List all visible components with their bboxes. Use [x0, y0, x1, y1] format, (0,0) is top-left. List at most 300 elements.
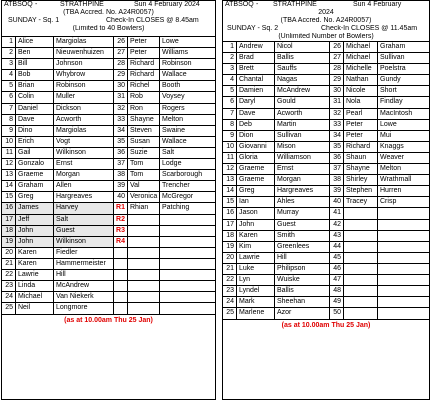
- first-name: Pearl: [344, 109, 378, 119]
- last-name: Hill: [54, 270, 114, 280]
- first-name: Dino: [16, 126, 54, 136]
- last-name: [160, 281, 215, 291]
- entry-number: 7: [2, 104, 16, 114]
- first-name: Michael: [16, 292, 54, 302]
- first-name: Karen: [237, 231, 275, 241]
- last-name: Ahles: [275, 197, 330, 207]
- last-name: [378, 242, 429, 252]
- entry-row: [223, 175, 429, 186]
- first-name: [128, 292, 160, 302]
- last-name: Knaggs: [380, 142, 404, 150]
- entry-row: [223, 97, 429, 108]
- entry-number: 40: [330, 197, 344, 207]
- entry-number: 26: [330, 42, 344, 52]
- first-name: Bill: [16, 59, 54, 69]
- entry-row: [2, 159, 215, 170]
- entry-number: 24: [223, 297, 237, 307]
- entry-number: 8: [2, 115, 16, 125]
- first-name: Graeme: [237, 175, 275, 185]
- first-name: Peter: [344, 120, 378, 130]
- last-name: Rogers: [162, 104, 185, 112]
- entry-number: 1: [223, 42, 237, 52]
- first-name: Gloria: [237, 153, 275, 163]
- first-name: Peter: [128, 37, 160, 47]
- entry-number: 30: [114, 81, 128, 91]
- last-name: [160, 270, 215, 280]
- first-name: Gail: [16, 148, 54, 158]
- entry-row: [223, 142, 429, 153]
- entry-number: 3: [223, 64, 237, 74]
- first-name: Michelle: [344, 64, 378, 74]
- last-name: Wilkinson: [54, 237, 114, 247]
- last-name: Patching: [162, 204, 190, 212]
- entry-number: [114, 303, 128, 314]
- entry-row: [2, 137, 215, 148]
- last-name: Poelstra: [380, 65, 406, 73]
- last-name: Sullivan: [275, 131, 330, 141]
- last-name: Nicol: [275, 42, 330, 52]
- first-name: Steven: [128, 126, 160, 136]
- entry-number: 48: [330, 286, 344, 296]
- entry-number: 49: [330, 297, 344, 307]
- venue-name: STRATHPINE: [273, 1, 317, 8]
- entry-row: [223, 186, 429, 197]
- sheet-squad-1: [1, 0, 216, 400]
- sheet-header: [223, 1, 429, 9]
- entry-number: 39: [330, 186, 344, 196]
- first-name: [344, 308, 378, 319]
- first-name: Lawrie: [16, 270, 54, 280]
- last-name: Margiolas: [54, 37, 114, 47]
- entry-number: 15: [2, 192, 16, 202]
- last-name: Hammermeister: [54, 259, 114, 269]
- entry-number: 2: [223, 53, 237, 63]
- last-name: Graham: [380, 43, 406, 50]
- last-name: Greenlees: [275, 242, 330, 252]
- first-name: Brett: [237, 64, 275, 74]
- entry-row: [223, 153, 429, 164]
- last-name: [378, 308, 429, 319]
- last-name: Sheehan: [275, 297, 330, 307]
- entry-number: 37: [330, 164, 344, 174]
- entry-number: 10: [2, 137, 16, 147]
- last-name: [378, 220, 429, 230]
- last-name: Philipson: [275, 264, 330, 274]
- last-name: Mui: [380, 131, 392, 139]
- first-name: Rob: [128, 92, 160, 102]
- first-name: Graeme: [237, 164, 275, 174]
- entry-number: 19: [223, 242, 237, 252]
- first-name: Erich: [16, 137, 54, 147]
- entry-row: [2, 48, 215, 59]
- first-name: Lyndel: [237, 286, 275, 296]
- last-name: Muller: [54, 92, 114, 102]
- last-name: Gould: [275, 97, 330, 107]
- entry-number: 43: [330, 231, 344, 241]
- last-name: Williamson: [275, 153, 330, 163]
- first-name: Ian: [237, 197, 275, 207]
- first-name: Lawrie: [237, 253, 275, 263]
- first-name: Peter: [128, 48, 160, 58]
- entry-row: [2, 237, 215, 248]
- entry-table: [223, 41, 429, 319]
- entry-number: 17: [2, 215, 16, 225]
- last-name: Wrathmall: [380, 176, 412, 184]
- entry-number: 44: [330, 242, 344, 252]
- last-name: Nagas: [275, 75, 330, 85]
- last-name: Johnson: [54, 59, 114, 69]
- first-name: [344, 253, 378, 263]
- entry-number: 29: [330, 75, 344, 85]
- entry-row: [223, 64, 429, 75]
- last-name: Acworth: [54, 115, 114, 125]
- first-name: Richard: [128, 70, 160, 80]
- entry-number: 5: [2, 81, 16, 91]
- bowler-limit: (Unlimited Number of Bowlers): [278, 33, 374, 40]
- last-name: Fiedler: [54, 248, 114, 258]
- first-name: Ron: [128, 104, 160, 114]
- last-name: [160, 237, 215, 247]
- last-name: [378, 286, 429, 296]
- entry-number: 31: [114, 92, 128, 102]
- entry-row: [2, 59, 215, 70]
- first-name: Shaun: [344, 153, 378, 163]
- first-name: Kim: [237, 242, 275, 252]
- entry-table: [2, 36, 215, 314]
- venue-name: STRATHPINE: [60, 1, 104, 8]
- last-name: Van Niekerk: [54, 292, 114, 302]
- entry-number: 15: [223, 197, 237, 207]
- entry-number: 39: [114, 181, 128, 191]
- last-name: Guest: [54, 226, 114, 236]
- entry-row: [223, 164, 429, 175]
- last-name: Melton: [380, 165, 402, 173]
- entry-row: [2, 192, 215, 203]
- first-name: [128, 281, 160, 291]
- last-name: [160, 292, 215, 302]
- last-name: [160, 303, 215, 314]
- first-name: Chantal: [237, 75, 275, 85]
- entry-number: 25: [223, 308, 237, 319]
- entry-number: R4: [114, 237, 128, 247]
- last-name: Wallace: [162, 137, 187, 145]
- last-name: [378, 208, 429, 218]
- entry-number: 21: [2, 259, 16, 269]
- first-name: Bob: [16, 70, 54, 80]
- entry-number: 4: [2, 70, 16, 80]
- entry-row: [2, 126, 215, 137]
- entry-number: 11: [223, 153, 237, 163]
- entry-number: 20: [2, 248, 16, 258]
- footer-note: (as at 10.00am Thu 25 Jan): [223, 319, 429, 332]
- first-name: Suzie: [128, 148, 160, 158]
- event-date: Sun 4 February 2024: [134, 1, 200, 8]
- entry-number: [114, 259, 128, 269]
- last-name: Mison: [275, 142, 330, 152]
- last-name: McGregor: [162, 193, 194, 201]
- last-name: Longmore: [54, 303, 114, 314]
- last-name: Harvey: [54, 203, 114, 213]
- first-name: Michael: [344, 42, 378, 52]
- first-name: Dave: [16, 115, 54, 125]
- entry-number: 26: [114, 37, 128, 47]
- entry-row: [2, 92, 215, 103]
- last-name: Crisp: [380, 198, 397, 206]
- last-name: Weaver: [380, 153, 404, 161]
- entry-number: 23: [223, 286, 237, 296]
- entry-number: 22: [2, 270, 16, 280]
- last-name: Morgan: [54, 170, 114, 180]
- accreditation: (TBA Accred. No. A24R0057): [280, 17, 372, 24]
- first-name: Graeme: [16, 170, 54, 180]
- entry-row: [223, 208, 429, 219]
- first-name: Daryl: [237, 97, 275, 107]
- entry-row: [223, 53, 429, 64]
- last-name: Robinson: [162, 60, 192, 68]
- first-name: [128, 226, 160, 236]
- last-name: [378, 297, 429, 307]
- entry-number: 7: [223, 109, 237, 119]
- first-name: Michael: [344, 53, 378, 63]
- entry-row: [223, 109, 429, 120]
- entry-row: [223, 231, 429, 242]
- entry-number: 23: [2, 281, 16, 291]
- last-name: MacIntosh: [380, 109, 413, 117]
- entry-number: 45: [330, 253, 344, 263]
- entry-number: 31: [330, 97, 344, 107]
- entry-number: [114, 248, 128, 258]
- entry-number: 35: [114, 137, 128, 147]
- last-name: Ballis: [275, 286, 330, 296]
- entry-number: 37: [114, 159, 128, 169]
- entry-number: 33: [330, 120, 344, 130]
- first-name: John: [16, 226, 54, 236]
- last-name: Lodge: [162, 160, 182, 168]
- first-name: Stephen: [344, 186, 378, 196]
- sheet-squad-2: [222, 0, 430, 400]
- entry-number: 13: [223, 175, 237, 185]
- entry-row: [2, 70, 215, 81]
- first-name: James: [16, 203, 54, 213]
- first-name: Nola: [344, 97, 378, 107]
- entry-number: R1: [114, 203, 128, 213]
- entry-row: [223, 297, 429, 308]
- entry-number: 36: [114, 148, 128, 158]
- entry-number: 18: [223, 231, 237, 241]
- last-name: Robinson: [54, 81, 114, 91]
- last-name: Hargreaves: [54, 192, 114, 202]
- first-name: Dave: [237, 109, 275, 119]
- entry-number: 34: [330, 131, 344, 141]
- entry-number: 12: [223, 164, 237, 174]
- entry-number: 32: [114, 104, 128, 114]
- first-name: Colin: [16, 92, 54, 102]
- last-name: [378, 253, 429, 263]
- first-name: Ben: [16, 48, 54, 58]
- checkin-time: Check-In CLOSES @ 8.45am: [106, 17, 199, 24]
- first-name: Nathan: [344, 75, 378, 85]
- entry-number: 38: [330, 175, 344, 185]
- first-name: Peter: [344, 131, 378, 141]
- entry-row: [223, 120, 429, 131]
- last-name: Wilkinson: [54, 148, 114, 158]
- first-name: Karen: [16, 259, 54, 269]
- entry-number: 35: [330, 142, 344, 152]
- first-name: [344, 220, 378, 230]
- first-name: Tracey: [344, 197, 378, 207]
- entry-number: 6: [2, 92, 16, 102]
- org-name: ATBSOQ: [225, 1, 254, 8]
- separator: -: [35, 1, 38, 8]
- last-name: [160, 215, 215, 225]
- last-name: Gundy: [380, 76, 401, 84]
- entry-number: 9: [2, 126, 16, 136]
- last-name: Ballis: [275, 53, 330, 63]
- last-name: Melton: [162, 115, 184, 123]
- entry-row: [223, 42, 429, 53]
- separator: -: [256, 1, 259, 8]
- first-name: [344, 297, 378, 307]
- entry-row: [2, 203, 215, 214]
- last-name: [378, 231, 429, 241]
- last-name: Salt: [54, 215, 114, 225]
- last-name: Martin: [275, 120, 330, 130]
- last-name: Trencher: [162, 182, 190, 190]
- first-name: Richard: [128, 59, 160, 69]
- entry-number: 50: [330, 308, 344, 319]
- first-name: Karen: [16, 248, 54, 258]
- first-name: Richard: [344, 142, 378, 152]
- entry-number: 38: [114, 170, 128, 180]
- first-name: [128, 237, 160, 247]
- entry-number: 9: [223, 131, 237, 141]
- first-name: Greg: [16, 192, 54, 202]
- entry-number: [114, 281, 128, 291]
- entry-row: [223, 264, 429, 275]
- last-name: Hurren: [380, 187, 402, 195]
- first-name: [128, 215, 160, 225]
- entry-number: 40: [114, 192, 128, 202]
- entry-row: [223, 242, 429, 253]
- last-name: Lowe: [162, 38, 179, 45]
- entry-number: 28: [330, 64, 344, 74]
- entry-number: 41: [330, 208, 344, 218]
- first-name: [344, 242, 378, 252]
- first-name: Jason: [237, 208, 275, 218]
- entry-row: [223, 197, 429, 208]
- entry-number: 22: [223, 275, 237, 285]
- first-name: Val: [128, 181, 160, 191]
- first-name: Andrew: [237, 42, 275, 52]
- last-name: Booth: [162, 82, 181, 90]
- last-name: [160, 259, 215, 269]
- first-name: Brad: [237, 53, 275, 63]
- last-name: Margiolas: [54, 126, 114, 136]
- last-name: Whybrow: [54, 70, 114, 80]
- session-line: [2, 17, 215, 25]
- last-name: Williams: [162, 49, 189, 57]
- first-name: Shirley: [344, 175, 378, 185]
- entry-row: [223, 275, 429, 286]
- first-name: Greg: [237, 186, 275, 196]
- entry-number: 24: [2, 292, 16, 302]
- entry-row: [2, 270, 215, 281]
- first-name: Nicole: [344, 86, 378, 96]
- entry-number: [114, 270, 128, 280]
- first-name: Deb: [237, 120, 275, 130]
- last-name: McAndrew: [54, 281, 114, 291]
- first-name: Rhian: [128, 203, 160, 213]
- entry-row: [223, 253, 429, 264]
- last-name: Wuiske: [275, 275, 330, 285]
- entry-number: 3: [2, 59, 16, 69]
- last-name: [160, 226, 215, 236]
- session-name: SUNDAY - Sq. 1: [8, 17, 60, 24]
- last-name: Short: [380, 87, 397, 95]
- entry-number: R2: [114, 215, 128, 225]
- last-name: Smith: [275, 231, 330, 241]
- first-name: Tom: [128, 170, 160, 180]
- entry-row: [2, 81, 215, 92]
- entry-row: [223, 75, 429, 86]
- entry-number: 28: [114, 59, 128, 69]
- entry-row: [223, 131, 429, 142]
- last-name: Hill: [275, 253, 330, 263]
- first-name: [344, 231, 378, 241]
- entry-row: [2, 303, 215, 314]
- entry-number: 32: [330, 109, 344, 119]
- last-name: McAndrew: [275, 86, 330, 96]
- bowler-limit: (Limited to 40 Bowlers): [72, 25, 145, 32]
- entry-number: 5: [223, 86, 237, 96]
- last-name: Morgan: [275, 175, 330, 185]
- entry-row: [223, 86, 429, 97]
- first-name: [128, 259, 160, 269]
- entry-row: [2, 148, 215, 159]
- first-name: Brian: [16, 81, 54, 91]
- last-name: Hargreaves: [275, 186, 330, 196]
- entry-row: [2, 281, 215, 292]
- last-name: Ernst: [54, 159, 114, 169]
- entry-row: [223, 286, 429, 297]
- first-name: Graham: [16, 181, 54, 191]
- last-name: Salt: [162, 148, 175, 156]
- entry-row: [2, 292, 215, 303]
- first-name: Gonzalo: [16, 159, 54, 169]
- first-name: [128, 248, 160, 258]
- last-name: Guest: [275, 220, 330, 230]
- entry-row: [2, 181, 215, 192]
- entry-number: 16: [2, 203, 16, 213]
- last-name: Voysey: [162, 93, 185, 101]
- first-name: Richel: [128, 81, 160, 91]
- last-name: Allen: [54, 181, 114, 191]
- session-line: [223, 25, 429, 33]
- entry-number: 46: [330, 264, 344, 274]
- last-name: [378, 264, 429, 274]
- entry-row: [2, 104, 215, 115]
- entry-number: 27: [114, 48, 128, 58]
- entry-number: 19: [2, 237, 16, 247]
- entry-number: 47: [330, 275, 344, 285]
- last-name: Sullivan: [380, 54, 405, 62]
- last-name: Sauffs: [275, 64, 330, 74]
- first-name: John: [237, 220, 275, 230]
- entry-number: 33: [114, 115, 128, 125]
- entry-number: R3: [114, 226, 128, 236]
- last-name: [378, 275, 429, 285]
- last-name: Vogt: [54, 137, 114, 147]
